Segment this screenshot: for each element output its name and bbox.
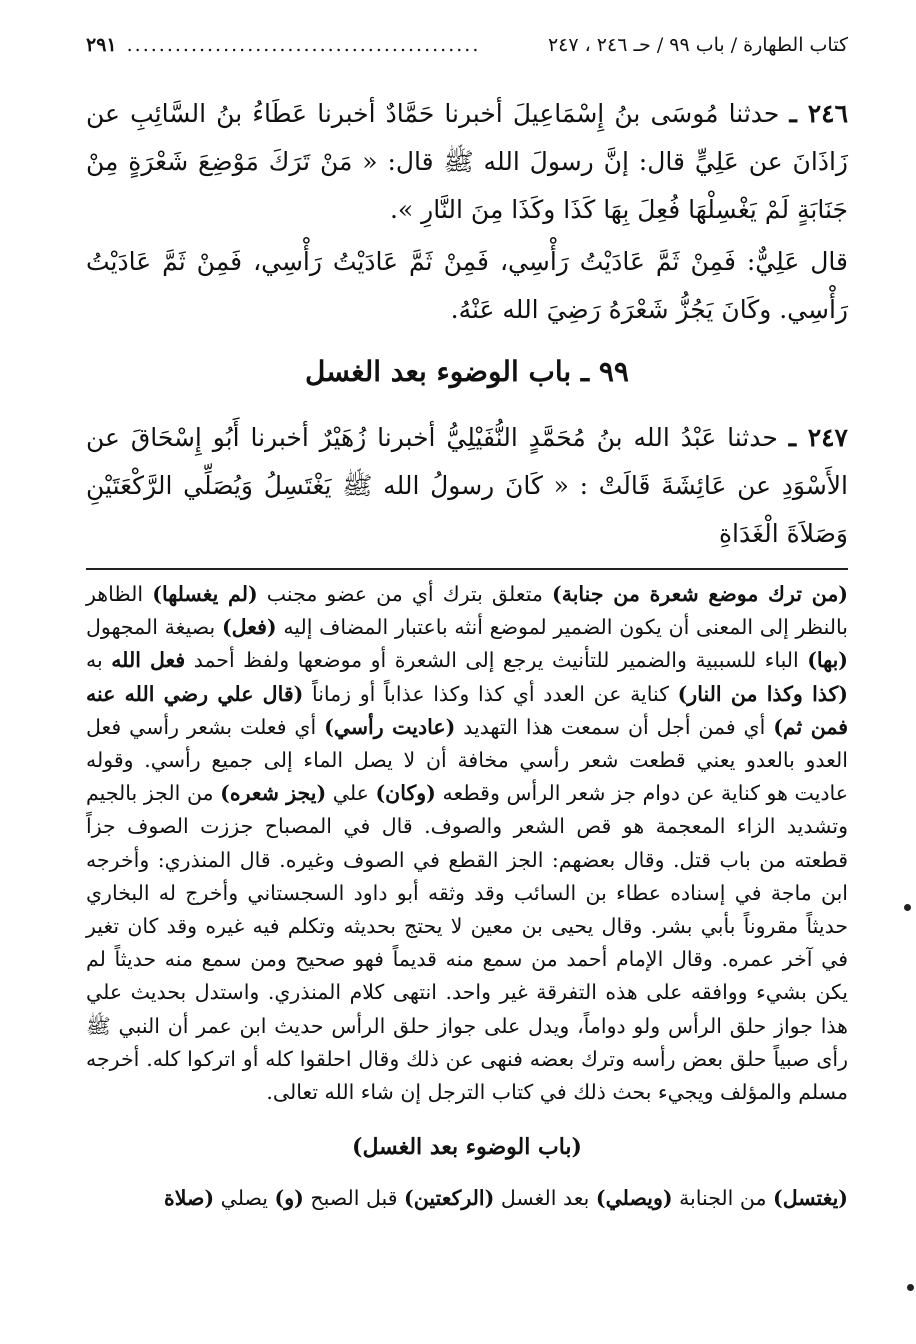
hadith-number: ٢٤٦ ـ bbox=[789, 99, 849, 128]
commentary-text: الباء للسببية والضمير للتأنيث يرجع إلى الشعرة أو موضعها ولفظ أحمد bbox=[185, 648, 808, 673]
commentary-text: يصلي bbox=[214, 1186, 275, 1211]
commentary-text: قبل الصبح bbox=[303, 1186, 405, 1211]
bold-citation: (كذا وكذا من النار) bbox=[677, 681, 848, 706]
commentary bbox=[86, 578, 848, 1109]
commentary-text: أي فمن أجل أن سمعت هذا التهديد bbox=[455, 714, 774, 739]
header-left bbox=[86, 30, 480, 60]
commentary-text: علي bbox=[326, 781, 376, 806]
dot-leader: ............................................ bbox=[126, 34, 481, 56]
bold-citation: (عاديت رأسي) bbox=[324, 714, 456, 739]
margin-mark bbox=[904, 904, 911, 911]
bold-citation: (فعل) bbox=[221, 615, 277, 640]
commentary-continuation bbox=[86, 1181, 848, 1215]
book-page bbox=[86, 30, 848, 1215]
hadith-246-paragraph bbox=[86, 90, 848, 234]
bold-citation: (وكان) bbox=[375, 781, 436, 806]
bold-citation: (صلاة bbox=[164, 1186, 215, 1211]
commentary-continuation-paragraph bbox=[86, 1181, 848, 1215]
bold-citation: (يجز شعره) bbox=[220, 781, 327, 806]
hadith-247 bbox=[86, 414, 848, 558]
commentary-text: بصيغة المجهول bbox=[86, 615, 222, 640]
bold-citation: (ويصلي) bbox=[595, 1186, 673, 1211]
hadith-247-paragraph bbox=[86, 414, 848, 558]
bold-citation: (و) bbox=[274, 1186, 304, 1211]
running-header bbox=[86, 30, 848, 60]
bold-citation: (من ترك موضع شعرة من جنابة) bbox=[552, 582, 848, 606]
hadith-246-ali-paragraph: قال عَلِيٌّ: فَمِنْ ثَمَّ عَادَيْتُ رَأْسِي، فَمِنْ ثَمَّ عَادَيْتُ رَأْسِي، فَمِنْ ثَمَّ عَادَيْتُ رَأْسِي. وكَانَ يَجُزُّ شَعْرَهُ رَضِيَ الله عَنْهُ. bbox=[86, 247, 848, 324]
page-number: ٢٩١ bbox=[86, 34, 117, 56]
commentary-text: متعلق بترك أي من عضو مجنب bbox=[257, 582, 552, 606]
commentary-text: بعد الغسل bbox=[494, 1186, 596, 1211]
hadith-number: ٢٤٧ ـ bbox=[788, 423, 848, 452]
bold-citation: فعل الله bbox=[111, 648, 186, 673]
commentary-chapter-title: (باب الوضوء بعد الغسل) bbox=[352, 1134, 582, 1161]
commentary-text: من الجز بالجيم وتشديد الزاء المعجمة هو قص الشعر والصوف. قال في المصباح جززت الصوف جزاً قطعته من باب قتل. وقال بعضهم: الجز القطع في الصوف وغيره. قال المنذري: وأخرجه ابن ماجة في إسناده عطاء بن السائب وقد وثقه أبو داود السجستاني وأخرج له البخاري حديثاً مقروناً بأبي بشر. وقال يحيى بن معين لا يحتج بحديثه وتكلم فيه غيره وقد كان تغير في آخر عمره. وقال الإمام أحمد من سمع منه قديماً فهو صحيح ومن سمع منه حديثاً لم يكن بشيء ووافقه على هذه التفرقة غير واحد. انتهى كلام المنذري. واستدل بحديث علي هذا جواز حلق الرأس ولو دواماً، ويدل على جواز حلق الرأس حديث ابن عمر أن النبي ﷺ رأى صبياً حلق بعض رأسه وترك بعضه فنهى عن ذلك وقال احلقوا كله أو اتركوا كله. أخرجه مسلم والمؤلف ويجيء بحث ذلك في كتاب الترجل إن شاء الله تعالى. bbox=[86, 781, 848, 1105]
commentary-text: أي فعلت بشعر رأسي فعل العدو بالعدو يعني قطعت شعر رأسي مخافة أن لا يصل الماء إلى جميع رأسي. وقوله عاديت هو كناية عن دوام جز شعر الرأس وقطعه bbox=[86, 714, 849, 806]
header-title: كتاب الطهارة / باب ٩٩ / حـ ٢٤٦ ، ٢٤٧ bbox=[547, 34, 848, 56]
commentary-text: به bbox=[86, 648, 112, 673]
footnote-divider bbox=[86, 568, 848, 570]
commentary-text: من الجنابة bbox=[672, 1186, 773, 1211]
margin-mark bbox=[907, 1284, 914, 1291]
chapter-title: ٩٩ ـ باب الوضوء بعد الغسل bbox=[305, 355, 629, 388]
hadith-246 bbox=[86, 90, 848, 334]
commentary-text: كناية عن العدد أي كذا وكذا عذاباً أو زماناً bbox=[303, 681, 678, 706]
commentary-paragraph bbox=[86, 578, 848, 1109]
bold-citation: (قال علي رضي الله عنه فمن ثم) bbox=[86, 681, 849, 739]
hadith-text: حدثنا عَبْدُ الله بنُ مُحَمَّدٍ النُّفَيْلِيُّ أخبرنا زُهَيْرٌ أخبرنا أَبُو إِسْحَاقَ عن الأَسْوَدِ عن عَائِشَةَ قَالَتْ : « كَانَ رسولُ الله ﷺ يَغْتَسِلُ وَيُصَلِّي الرَّكْعَتَيْنِ وَصَلاَةَ الْغَدَاةِ bbox=[86, 423, 848, 548]
commentary-text: الظاهر بالنظر إلى المعنى أن يكون الضمير لموضع أنثه باعتبار المضاف إليه bbox=[86, 582, 849, 640]
bold-citation: (يغتسل) bbox=[773, 1186, 848, 1211]
bold-citation: (لم يغسلها) bbox=[152, 582, 258, 606]
bold-citation: (بها) bbox=[807, 648, 848, 673]
bold-citation: (الركعتين) bbox=[404, 1186, 495, 1211]
hadith-text: حدثنا مُوسَى بنُ إِسْمَاعِيلَ أخبرنا حَمَّادٌ أخبرنا عَطَاءُ بنُ السَّائِبِ عن زَاذَانَ عن عَلِيٍّ قال: إنَّ رسولَ الله ﷺ قال: « مَنْ تَرَكَ مَوْضِعَ شَعْرَةٍ مِنْ جَنَابَةٍ لَمْ يَغْسِلْهَا فُعِلَ بِهَا كَذَا وكَذَا مِنَ النَّارِ ». bbox=[86, 99, 848, 224]
